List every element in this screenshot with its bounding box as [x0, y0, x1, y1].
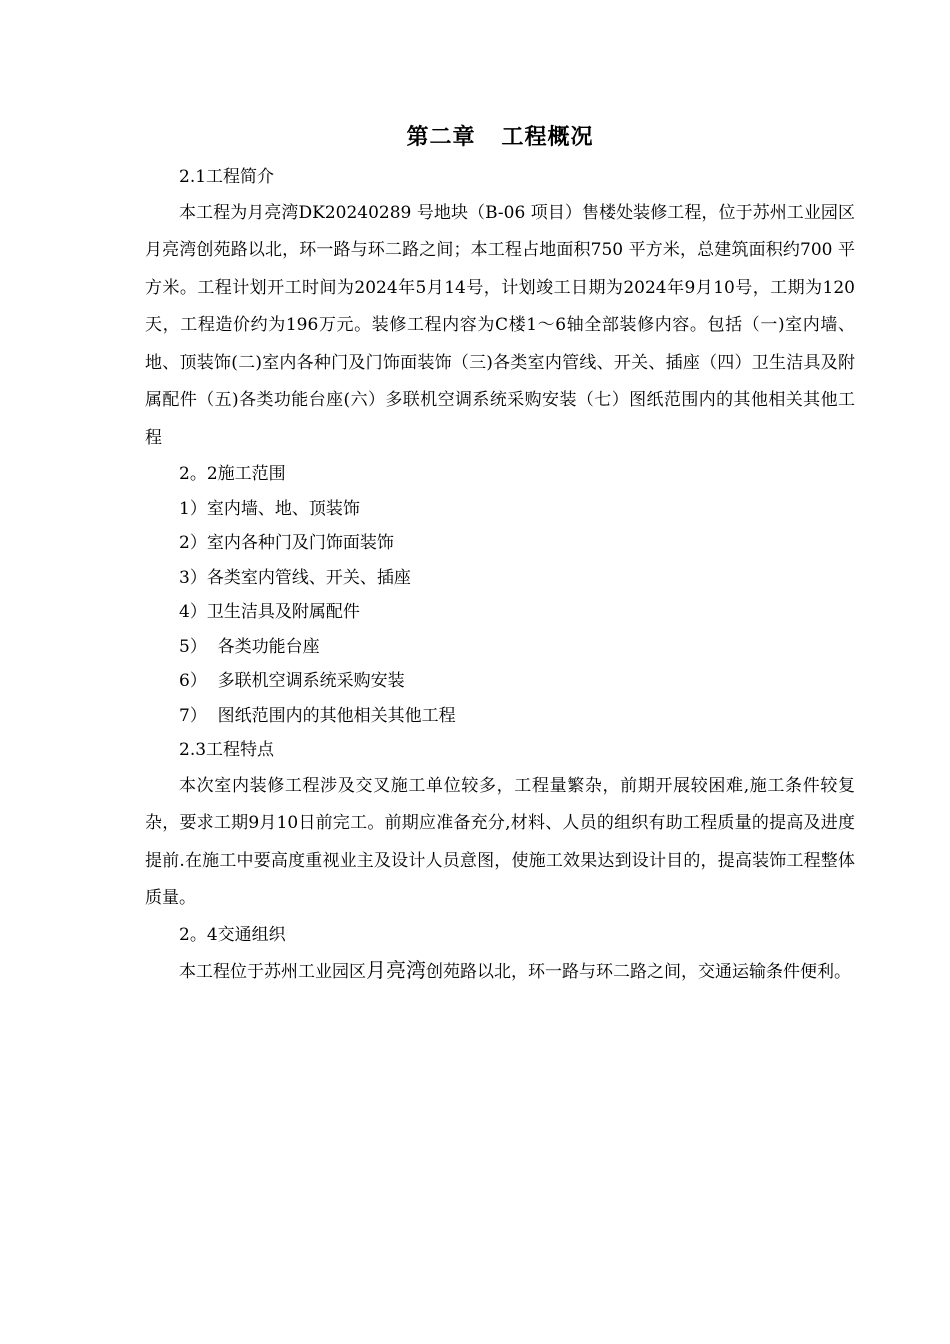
scope-list-item: 3）各类室内管线、开关、插座	[179, 567, 411, 588]
document-body	[145, 118, 855, 992]
paragraph-features: 本次室内装修工程涉及交叉施工单位较多，工程量繁杂，前期开展较困难,施工条件较复杂，要求工期9月10日前完工。前期应准备充分,材料、人员的组织有助工程质量的提高及进度提前.在施工中要高度重视业主及设计人员意图，使施工效果达到设计目的，提高装饰工程整体质量。	[145, 775, 855, 908]
traffic-text-after: 创苑路以北，环一路与环二路之间，交通运输条件便利。	[426, 962, 851, 982]
section-heading-features: 2.3工程特点	[179, 740, 275, 760]
scope-list-item: 1）室内墙、地、顶装饰	[179, 498, 360, 519]
traffic-text-before: 本工程位于苏州工业园区	[179, 962, 366, 982]
scope-list-item: 2）室内各种门及门饰面装饰	[179, 533, 394, 553]
section-heading-scope: 2。2施工范围	[179, 464, 286, 484]
scope-list-item: 5） 各类功能台座	[179, 636, 320, 657]
section-heading-traffic: 2。4交通组织	[179, 924, 286, 945]
chapter-title: 第二章 工程概况	[406, 125, 594, 150]
paragraph-traffic	[145, 952, 855, 992]
section-heading-overview: 2.1工程简介	[179, 167, 275, 187]
traffic-text-emphasis: 月亮湾	[366, 958, 426, 982]
scope-list-item: 7） 图纸范围内的其他相关其他工程	[179, 705, 456, 726]
scope-list-item: 4）卫生洁具及附属配件	[179, 602, 360, 622]
paragraph-overview: 本工程为月亮湾DK20240289 号地块（B-06 项目）售楼处装修工程，位于苏州工业园区月亮湾创苑路以北，环一路与环二路之间；本工程占地面积750 平方米，总建筑面积约700 平方米。工程计划开工时间为2024年5月14号，计划竣工日期为2024年9月10号，工期为120天，工程造价约为196万元。装修工程内容为C楼1～6轴全部装修内容。包括（一)室内墙、地、顶装饰(二)室内各种门及门饰面装饰（三)各类室内管线、开关、插座（四）卫生洁具及附属配件（五)各类功能台座(六）多联机空调系统采购安装（七）图纸范围内的其他相关其他工程	[145, 202, 855, 448]
scope-list-item: 6） 多联机空调系统采购安装	[179, 671, 405, 691]
